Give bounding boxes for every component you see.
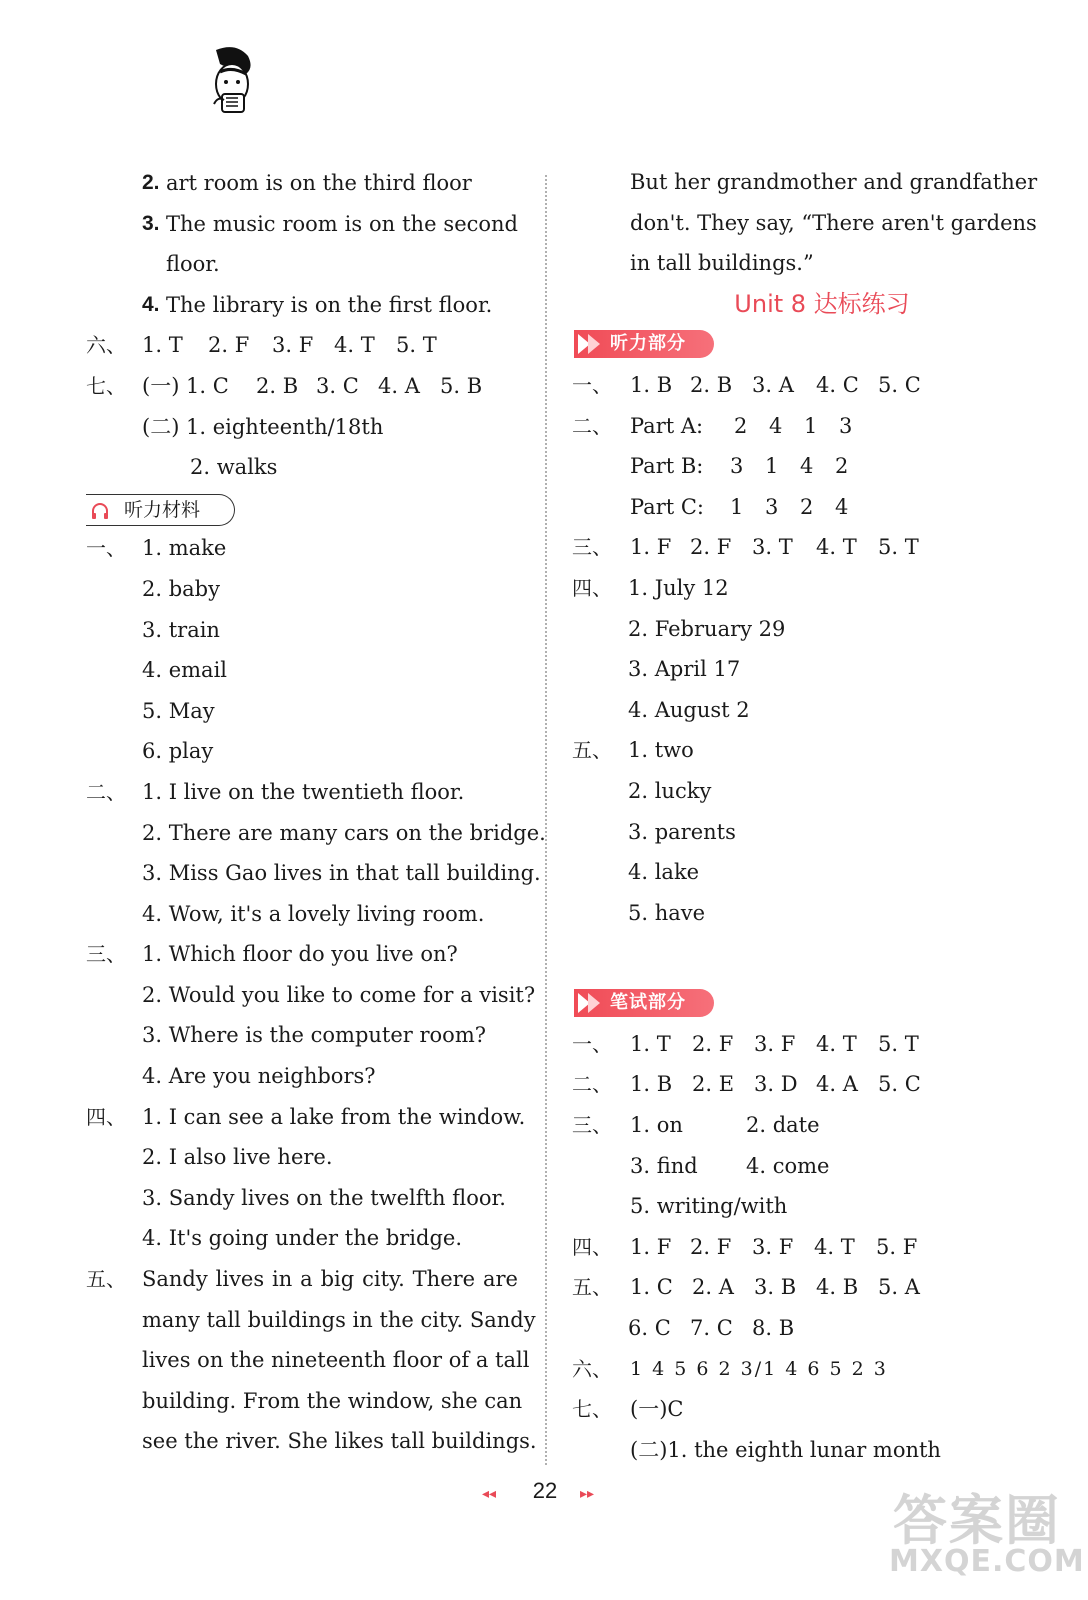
answer-line: 4. email xyxy=(142,658,228,683)
answer-line: 6. play xyxy=(142,739,214,764)
listening-material-header xyxy=(86,488,526,529)
watermark-logo: 答案圈 MXQE.COM xyxy=(889,1489,1085,1579)
mascot-illustration xyxy=(196,44,266,120)
section-arrow-icon xyxy=(574,330,608,358)
answer-line: 七、 (一)C xyxy=(572,1389,1012,1430)
answer-line: 3. Where is the computer room? xyxy=(142,1023,486,1048)
answer-line: 4. The library is on the first floor. xyxy=(142,292,493,317)
answer-line: 2. Would you like to come for a visit? xyxy=(142,982,536,1007)
section-marker: 二、 xyxy=(572,1072,612,1097)
answer-line: 4. Are you neighbors? xyxy=(142,1064,376,1089)
listening-section-header xyxy=(572,324,1012,365)
answer-line: 六、 1 4 5 6 2 3/1 4 6 5 2 3 xyxy=(572,1349,1012,1390)
answer-line: 3. parents xyxy=(628,819,736,844)
passage-line: But her grandmother and grandfather xyxy=(630,170,1038,194)
answer-line: 5. May xyxy=(142,698,215,723)
answer-line: 2. February 29 xyxy=(628,616,786,641)
section-marker: 七、 xyxy=(86,373,126,398)
answer-line: 4. It's going under the bridge. xyxy=(142,1226,463,1251)
passage-line: see the river. She likes tall buildings. xyxy=(142,1429,537,1454)
section-marker: 一、 xyxy=(86,536,126,561)
section-marker: 七、 xyxy=(572,1397,612,1422)
section-marker: 一、 xyxy=(572,1031,612,1056)
answer-line: 三、 1. F 2. F 3. T 4. T 5. T xyxy=(572,527,1012,568)
answer-line: 五、 1. two xyxy=(572,730,1012,771)
page-number: 22 xyxy=(532,1478,558,1503)
answer-line: 2. walks xyxy=(190,455,278,480)
answer-line: 三、 1. Which floor do you live on? xyxy=(86,934,526,975)
answer-line: 3. Miss Gao lives in that tall building. xyxy=(142,861,541,886)
section-6: 六、 1. T 2. F 3. F 4. T 5. T xyxy=(86,325,526,366)
answer-line: 一、 1. make xyxy=(86,528,526,569)
answer-line: 5. have xyxy=(628,900,706,925)
next-arrows-icon: ▸▸ xyxy=(580,1485,595,1501)
writing-section-header xyxy=(572,983,1012,1024)
answer-line: 三、 1. on 2. date xyxy=(572,1105,1012,1146)
section-marker: 三、 xyxy=(572,535,612,560)
section-marker: 二、 xyxy=(572,413,612,438)
section-marker: 三、 xyxy=(572,1113,612,1138)
section-marker: 四、 xyxy=(572,575,612,600)
passage-line: building. From the window, she can xyxy=(142,1388,523,1413)
answer-line: (二)1. the eighth lunar month xyxy=(630,1437,941,1462)
listening-section-tag: 听力部分 xyxy=(574,330,714,358)
headphones-icon xyxy=(90,501,110,521)
answer-line: Part B: 3 1 4 2 xyxy=(630,454,849,479)
answer-line: 2. I also live here. xyxy=(142,1145,333,1170)
passage-line: lives on the nineteenth floor of a tall xyxy=(142,1348,530,1373)
spacer xyxy=(572,933,1012,983)
passage-line: in tall buildings.” xyxy=(630,251,814,276)
answer-line: floor. xyxy=(166,252,220,277)
writing-section-tag: 笔试部分 xyxy=(574,989,714,1017)
answer-line: 一、 1. B 2. B 3. A 4. C 5. C xyxy=(572,365,1012,406)
answer-line: 5. writing/with xyxy=(630,1194,788,1219)
section-marker: 五、 xyxy=(572,1275,612,1300)
answer-line: 一、 1. T 2. F 3. F 4. T 5. T xyxy=(572,1024,1012,1065)
answer-line: 二、 1. B 2. E 3. D 4. A 5. C xyxy=(572,1064,1012,1105)
answer-line: 二、 Part A: 2 4 1 3 xyxy=(572,406,1012,447)
section-marker: 四、 xyxy=(572,1234,612,1259)
section-marker: 二、 xyxy=(86,779,126,804)
unit-header xyxy=(572,284,1012,325)
answer-line: 3. train xyxy=(142,617,220,642)
right-column xyxy=(572,162,1038,1470)
prev-arrows-icon: ◂◂ xyxy=(482,1485,497,1501)
answer-line: Part C: 1 3 2 4 xyxy=(630,494,849,519)
answer-line: 3. find 4. come xyxy=(630,1153,830,1178)
section-arrow-icon xyxy=(574,989,608,1017)
answer-line: 4. August 2 xyxy=(628,697,750,722)
listening-material-tag xyxy=(86,494,235,526)
answer-line: 五、 1. C 2. A 3. B 4. B 5. A xyxy=(572,1267,1012,1308)
answer-line: 2. lucky xyxy=(628,778,712,803)
answer-line: 四、 1. July 12 xyxy=(572,568,1012,609)
section-marker: 六、 xyxy=(86,333,126,358)
page-footer xyxy=(440,1478,650,1508)
answer-line: 四、 1. F 2. F 3. F 4. T 5. F xyxy=(572,1227,1012,1268)
section-marker: 四、 xyxy=(86,1104,126,1129)
passage-line: 五、 Sandy lives in a big city. There are xyxy=(86,1259,526,1300)
answer-line: 4. Wow, it's a lovely living room. xyxy=(142,901,485,926)
answer-line: 6. C 7. C 8. B xyxy=(628,1316,795,1341)
listening-material-label: 听力材料 xyxy=(124,498,201,521)
answer-line: 二、 1. I live on the twentieth floor. xyxy=(86,772,526,813)
answer-line: 3. The music room is on the second xyxy=(142,211,518,236)
unit-title: Unit 8 达标练习 xyxy=(734,289,910,318)
passage-line: many tall buildings in the city. Sandy xyxy=(142,1307,536,1332)
section-marker: 三、 xyxy=(86,942,126,967)
section-7: 七、 (一) 1. C 2. B 3. C 4. A 5. B xyxy=(86,366,526,407)
answer-line: 2. art room is on the third floor xyxy=(142,171,472,195)
section-marker: 一、 xyxy=(572,372,612,397)
answer-line: 4. lake xyxy=(628,860,700,885)
answer-line: (二) 1. eighteenth/18th xyxy=(142,414,384,439)
left-column xyxy=(86,163,546,1462)
answer-line: 四、 1. I can see a lake from the window. xyxy=(86,1097,526,1138)
answer-line: 3. April 17 xyxy=(628,657,741,682)
answer-line: 2. baby xyxy=(142,576,220,601)
section-marker: 六、 xyxy=(572,1356,612,1381)
section-marker: 五、 xyxy=(572,738,612,763)
answer-line: 2. There are many cars on the bridge. xyxy=(142,820,546,845)
passage-line: don't. They say, “There aren't gardens xyxy=(630,210,1037,235)
section-marker: 五、 xyxy=(86,1267,126,1292)
answer-line: 3. Sandy lives on the twelfth floor. xyxy=(142,1185,506,1210)
